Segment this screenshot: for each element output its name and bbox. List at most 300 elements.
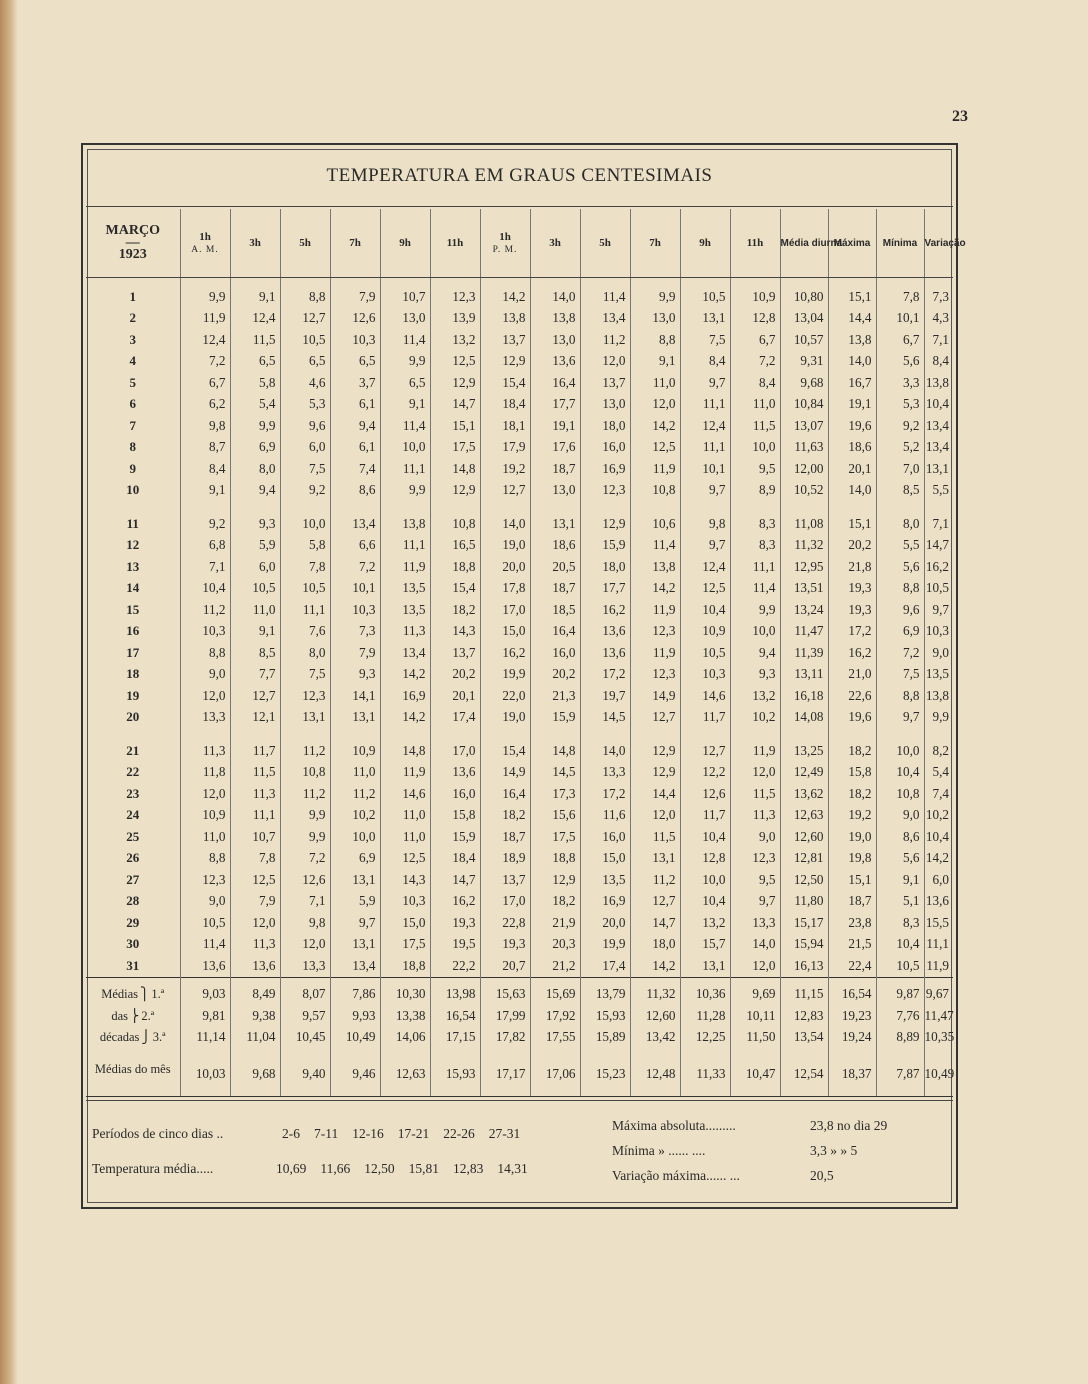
spacer-row: [86, 501, 953, 513]
table-cell: 13,07: [780, 415, 828, 437]
table-row: [86, 278, 953, 308]
table-cell: 10,3: [924, 621, 953, 643]
month-mean-cell: 11,33: [680, 1062, 730, 1097]
table-cell: 10,5: [924, 578, 953, 600]
table-cell: 10,4: [924, 394, 953, 416]
table-cell: 21,5: [828, 934, 876, 956]
day-number: 18: [126, 666, 140, 682]
table-cell: 11,4: [180, 934, 230, 956]
decade-mean-cell: 15,63: [480, 977, 530, 1005]
month-label: MARÇO: [105, 223, 160, 238]
table-cell: 5,3: [876, 394, 924, 416]
table-cell: 17,5: [430, 437, 480, 459]
table-cell: 9,9: [280, 805, 330, 827]
table-cell: 14,4: [630, 783, 680, 805]
table-cell: 10,9: [680, 621, 730, 643]
table-cell: 13,8: [924, 372, 953, 394]
table-cell: 14,5: [580, 707, 630, 729]
month-mean-cell: 12,63: [380, 1062, 430, 1097]
table-cell: 13,6: [580, 642, 630, 664]
table-cell: 5,6: [876, 556, 924, 578]
decade-mean-cell: 9,69: [730, 977, 780, 1005]
table-cell: 11,9: [630, 599, 680, 621]
table-cell: 21,2: [530, 955, 580, 977]
temperature-mean-label: Temperatura média.....: [92, 1161, 214, 1176]
table-cell: 12,0: [630, 394, 680, 416]
table-cell: 18,6: [828, 437, 876, 459]
table-cell: 14,1: [330, 685, 380, 707]
table-cell: 19,3: [480, 934, 530, 956]
table-cell: 16,4: [530, 621, 580, 643]
table-cell: 13,1: [680, 308, 730, 330]
table-cell: 13,2: [430, 329, 480, 351]
day-number: 31: [126, 957, 140, 973]
minima-label: Mínima » ...... ....: [612, 1143, 706, 1158]
table-cell: 18,1: [480, 415, 530, 437]
table-cell: 12,9: [480, 351, 530, 373]
table-cell: 3,7: [330, 372, 380, 394]
table-cell: 20,2: [828, 535, 876, 557]
table-row: [86, 513, 953, 535]
decade-mean-cell: 11,50: [730, 1027, 780, 1049]
table-cell: 9,9: [180, 278, 230, 308]
column-header: [780, 209, 843, 278]
table-cell: 7,2: [280, 848, 330, 870]
table-cell: 10,7: [230, 826, 280, 848]
table-cell: 9,4: [330, 415, 380, 437]
decade-label-word: décadas: [99, 1030, 140, 1045]
table-cell: 15,0: [580, 848, 630, 870]
table-cell: 10,0: [380, 437, 430, 459]
table-cell: 22,8: [480, 912, 530, 934]
table-cell: 13,1: [680, 955, 730, 977]
table-cell: 11,9: [180, 308, 230, 330]
table-cell: 5,2: [876, 437, 924, 459]
table-cell: 14,0: [530, 278, 580, 308]
table-cell: 11,0: [330, 762, 380, 784]
table-cell: 13,7: [480, 329, 530, 351]
day-number: 7: [129, 417, 136, 433]
table-cell: 13,8: [530, 308, 580, 330]
table-cell: 16,7: [828, 372, 876, 394]
table-row: [86, 329, 953, 351]
table-cell: 21,9: [530, 912, 580, 934]
table-cell: 19,3: [828, 599, 876, 621]
decade-mean-cell: 10,45: [280, 1027, 330, 1049]
table-cell: 11,9: [630, 642, 680, 664]
day-number: 1: [129, 288, 136, 304]
table-cell: 7,9: [230, 891, 280, 913]
table-cell: 17,0: [480, 599, 530, 621]
decade-mean-cell: 10,30: [380, 977, 430, 1005]
decade-mean-cell: 10,35: [924, 1027, 953, 1049]
table-cell: 13,6: [230, 955, 280, 977]
month-mean-cell: 15,93: [430, 1062, 480, 1097]
table-cell: 18,2: [530, 891, 580, 913]
table-cell: 11,7: [680, 805, 730, 827]
table-cell: 6,0: [280, 437, 330, 459]
table-cell: 13,5: [580, 869, 630, 891]
column-header: [330, 209, 380, 278]
month-mean-label: Médias do mês: [86, 1062, 180, 1097]
decade-label: [86, 1027, 180, 1049]
column-hour: Variação: [924, 237, 966, 249]
table-cell: 11,63: [780, 437, 828, 459]
table-cell: 8,0: [230, 458, 280, 480]
table-cell: 17,8: [480, 578, 530, 600]
table-cell: 14,2: [480, 278, 530, 308]
table-cell: 10,4: [924, 826, 953, 848]
table-cell: 10,4: [680, 891, 730, 913]
table-cell: 12,00: [780, 458, 828, 480]
table-cell: 16,5: [430, 535, 480, 557]
table-row: [86, 707, 953, 729]
table-cell: 12,9: [430, 480, 480, 502]
month-mean-cell: 9,40: [280, 1062, 330, 1097]
table-cell: 9,3: [230, 513, 280, 535]
table-cell: 10,3: [380, 891, 430, 913]
column-header: [380, 209, 430, 278]
table-cell: 17,2: [580, 783, 630, 805]
table-cell: 12,5: [230, 869, 280, 891]
page-number: 23: [952, 108, 968, 125]
decade-bracket: ⎭: [141, 1030, 151, 1045]
table-cell: 10,5: [180, 912, 230, 934]
table-cell: 5,1: [876, 891, 924, 913]
table-cell: 19,1: [828, 394, 876, 416]
month-mean-row: [86, 1062, 953, 1097]
table-cell: 9,9: [280, 826, 330, 848]
decade-mean-cell: 9,67: [924, 977, 953, 1005]
day-number: 21: [126, 742, 140, 758]
decade-mean-cell: 17,82: [480, 1027, 530, 1049]
table-cell: 9,1: [630, 351, 680, 373]
table-cell: 11,1: [730, 556, 780, 578]
table-cell: 13,1: [630, 848, 680, 870]
table-cell: 6,5: [330, 351, 380, 373]
column-header: [530, 209, 580, 278]
table-cell: 11,5: [230, 762, 280, 784]
table-cell: 13,0: [380, 308, 430, 330]
table-cell: 11,0: [380, 805, 430, 827]
decade-mean-cell: 17,92: [530, 1005, 580, 1027]
day-number: 30: [126, 936, 140, 952]
table-cell: 11,2: [280, 783, 330, 805]
table-cell: 10,4: [680, 826, 730, 848]
table-cell: 13,2: [680, 912, 730, 934]
table-cell: 9,8: [180, 415, 230, 437]
day-number: 17: [126, 644, 140, 660]
table-cell: 19,0: [480, 535, 530, 557]
month-mean-cell: 10,03: [180, 1062, 230, 1097]
day-number: 10: [126, 482, 140, 498]
decade-mean-cell: 10,11: [730, 1005, 780, 1027]
day-number: 19: [126, 687, 140, 703]
table-cell: 12,0: [630, 805, 680, 827]
table-cell: 18,7: [828, 891, 876, 913]
month-mean-cell: 15,23: [580, 1062, 630, 1097]
table-cell: 13,4: [924, 415, 953, 437]
table-cell: 13,0: [530, 329, 580, 351]
table-cell: 11,9: [630, 458, 680, 480]
table-cell: 14,7: [430, 394, 480, 416]
column-header: [730, 209, 780, 278]
table-cell: 18,5: [530, 599, 580, 621]
table-cell: 20,1: [430, 685, 480, 707]
table-cell: 11,4: [630, 535, 680, 557]
table-cell: 12,3: [730, 848, 780, 870]
table-cell: 12,7: [280, 308, 330, 330]
month-mean-cell: 17,06: [530, 1062, 580, 1097]
table-cell: 6,5: [230, 351, 280, 373]
period-range: 12-16: [352, 1126, 384, 1141]
table-cell: 10,52: [780, 480, 828, 502]
table-cell: 22,0: [480, 685, 530, 707]
decade-mean-cell: 12,83: [780, 1005, 828, 1027]
table-cell: 8,6: [330, 480, 380, 502]
table-cell: 11,1: [680, 394, 730, 416]
table-cell: 6,8: [180, 535, 230, 557]
table-row: [86, 415, 953, 437]
table-cell: 12,3: [180, 869, 230, 891]
table-cell: 16,0: [580, 826, 630, 848]
decade-mean-cell: 13,42: [630, 1027, 680, 1049]
day-number: 24: [126, 807, 140, 823]
table-cell: 18,7: [530, 578, 580, 600]
table-cell: 7,5: [280, 664, 330, 686]
table-cell: 6,7: [180, 372, 230, 394]
table-cell: 10,3: [330, 599, 380, 621]
table-cell: 14,2: [630, 415, 680, 437]
table-cell: 8,8: [280, 278, 330, 308]
table-cell: 15,94: [780, 934, 828, 956]
table-cell: 19,2: [828, 805, 876, 827]
table-cell: 8,3: [876, 912, 924, 934]
table-cell: 13,3: [580, 762, 630, 784]
decade-mean-cell: 8,07: [280, 977, 330, 1005]
table-cell: 19,1: [530, 415, 580, 437]
table-row: [86, 826, 953, 848]
day-number: 22: [126, 764, 140, 780]
table-cell: 10,4: [680, 599, 730, 621]
column-hour: 5h: [599, 237, 611, 249]
table-row: [86, 351, 953, 373]
table-cell: 9,9: [380, 480, 430, 502]
decade-mean-row: [86, 1005, 953, 1027]
table-cell: 9,0: [180, 891, 230, 913]
decade-mean-cell: 16,54: [828, 977, 876, 1005]
table-cell: 8,5: [876, 480, 924, 502]
minima-value: 3,3 » » 5: [810, 1143, 858, 1158]
table-cell: 16,2: [430, 891, 480, 913]
decade-mean-cell: 7,86: [330, 977, 380, 1005]
table-row: [86, 556, 953, 578]
month-header: [86, 209, 180, 278]
table-cell: 13,4: [580, 308, 630, 330]
column-hour: 7h: [649, 237, 661, 249]
table-cell: 10,9: [330, 740, 380, 762]
month-mean-cell: 18,37: [828, 1062, 876, 1097]
table-cell: 9,5: [730, 458, 780, 480]
table-cell: 19,2: [480, 458, 530, 480]
table-cell: 11,47: [780, 621, 828, 643]
table-row: [86, 955, 953, 977]
title-divider: [86, 206, 953, 207]
table-cell: 13,8: [924, 685, 953, 707]
table-cell: 6,9: [230, 437, 280, 459]
decade-mean-cell: 13,98: [430, 977, 480, 1005]
table-cell: 22,4: [828, 955, 876, 977]
table-cell: 13,1: [924, 458, 953, 480]
decade-bracket: ⎫: [140, 987, 150, 1002]
table-row: [86, 578, 953, 600]
table-cell: 10,84: [780, 394, 828, 416]
table-cell: 20,2: [430, 664, 480, 686]
table-cell: 18,2: [828, 740, 876, 762]
table-row: [86, 685, 953, 707]
table-cell: 12,4: [680, 415, 730, 437]
table-cell: 16,0: [580, 437, 630, 459]
table-cell: 12,7: [630, 707, 680, 729]
table-cell: 14,8: [380, 740, 430, 762]
table-cell: 18,9: [480, 848, 530, 870]
table-cell: 9,1: [380, 394, 430, 416]
table-cell: 12,9: [580, 513, 630, 535]
table-cell: 9,5: [730, 869, 780, 891]
column-hour: 3h: [549, 237, 561, 249]
decade-mean-cell: 11,14: [180, 1027, 230, 1049]
table-cell: 11,5: [730, 415, 780, 437]
table-cell: 14,7: [924, 535, 953, 557]
table-cell: 11,9: [380, 762, 430, 784]
table-cell: 19,9: [580, 934, 630, 956]
table-cell: 9,9: [730, 599, 780, 621]
table-cell: 16,0: [530, 642, 580, 664]
decade-mean-cell: 15,69: [530, 977, 580, 1005]
decade-mean-cell: 11,32: [630, 977, 680, 1005]
maxima-value: 23,8 no dia 29: [810, 1118, 888, 1133]
day-number: 13: [126, 558, 140, 574]
table-cell: 15,1: [430, 415, 480, 437]
table-cell: 8,8: [876, 685, 924, 707]
table-cell: 9,0: [924, 642, 953, 664]
table-cell: 10,8: [280, 762, 330, 784]
decade-mean-row: [86, 977, 953, 1005]
table-cell: 9,7: [680, 372, 730, 394]
column-hour: 1h: [499, 231, 511, 243]
decade-mean-cell: 13,79: [580, 977, 630, 1005]
table-cell: 5,6: [876, 848, 924, 870]
decade-mean-cell: 14,06: [380, 1027, 430, 1049]
table-cell: 12,5: [380, 848, 430, 870]
table-cell: 13,51: [780, 578, 828, 600]
table-cell: 20,0: [580, 912, 630, 934]
table-cell: 12,5: [430, 351, 480, 373]
table-cell: 21,3: [530, 685, 580, 707]
table-cell: 7,6: [280, 621, 330, 643]
decade-mean-row: [86, 1027, 953, 1049]
table-cell: 13,6: [530, 351, 580, 373]
decade-ordinal: 2.ª: [141, 1008, 155, 1023]
table-cell: 10,0: [330, 826, 380, 848]
table-cell: 10,1: [680, 458, 730, 480]
table-cell: 10,4: [180, 578, 230, 600]
table-cell: 12,7: [680, 740, 730, 762]
table-cell: 3,3: [876, 372, 924, 394]
table-cell: 7,1: [180, 556, 230, 578]
table-cell: 17,5: [380, 934, 430, 956]
spacer-row: [86, 1048, 953, 1062]
column-hour: 11h: [446, 237, 464, 249]
table-cell: 10,5: [280, 578, 330, 600]
table-cell: 10,5: [230, 578, 280, 600]
table-cell: 9,9: [230, 415, 280, 437]
decade-label: [86, 977, 180, 1005]
table-row: [86, 437, 953, 459]
table-cell: 13,1: [330, 869, 380, 891]
table-cell: 15,5: [924, 912, 953, 934]
column-hour: Mínima: [882, 237, 918, 249]
table-cell: 7,9: [330, 278, 380, 308]
table-cell: 12,95: [780, 556, 828, 578]
day-number: 5: [129, 374, 136, 390]
table-cell: 12,4: [680, 556, 730, 578]
column-hour: 1h: [199, 231, 211, 243]
decade-mean-cell: 10,49: [330, 1027, 380, 1049]
column-hour: 3h: [249, 237, 261, 249]
table-cell: 9,3: [730, 664, 780, 686]
table-cell: 11,5: [230, 329, 280, 351]
table-cell: 6,5: [380, 372, 430, 394]
table-cell: 10,0: [876, 740, 924, 762]
day-number: 9: [129, 460, 136, 476]
table-cell: 9,0: [180, 664, 230, 686]
period-range: 27-31: [488, 1126, 521, 1141]
table-cell: 11,2: [580, 329, 630, 351]
table-cell: 11,08: [780, 513, 828, 535]
table-cell: 11,3: [180, 740, 230, 762]
table-cell: 5,4: [924, 762, 953, 784]
table-cell: 9,7: [330, 912, 380, 934]
table-cell: 11,5: [730, 783, 780, 805]
table-cell: 14,0: [730, 934, 780, 956]
table-cell: 15,7: [680, 934, 730, 956]
table-cell: 11,2: [180, 599, 230, 621]
decade-mean-cell: 17,55: [530, 1027, 580, 1049]
table-cell: 11,3: [230, 934, 280, 956]
day-number: 23: [126, 785, 140, 801]
day-number: 29: [126, 914, 140, 930]
table-cell: 15,4: [480, 740, 530, 762]
table-cell: 12,3: [630, 664, 680, 686]
table-cell: 9,68: [780, 372, 828, 394]
table-cell: 16,4: [480, 783, 530, 805]
table-cell: 16,9: [580, 458, 630, 480]
table-cell: 8,4: [680, 351, 730, 373]
table-cell: 14,6: [380, 783, 430, 805]
table-cell: 14,0: [828, 351, 876, 373]
table-cell: 16,4: [530, 372, 580, 394]
table-row: [86, 372, 953, 394]
table-cell: 15,9: [530, 707, 580, 729]
table-cell: 18,8: [530, 848, 580, 870]
page-title: TEMPERATURA EM GRAUS CENTESIMAIS: [326, 165, 713, 186]
table-cell: 5,9: [230, 535, 280, 557]
table-cell: 10,0: [730, 621, 780, 643]
table-row: [86, 394, 953, 416]
table-cell: 13,5: [380, 578, 430, 600]
table-cell: 14,5: [530, 762, 580, 784]
